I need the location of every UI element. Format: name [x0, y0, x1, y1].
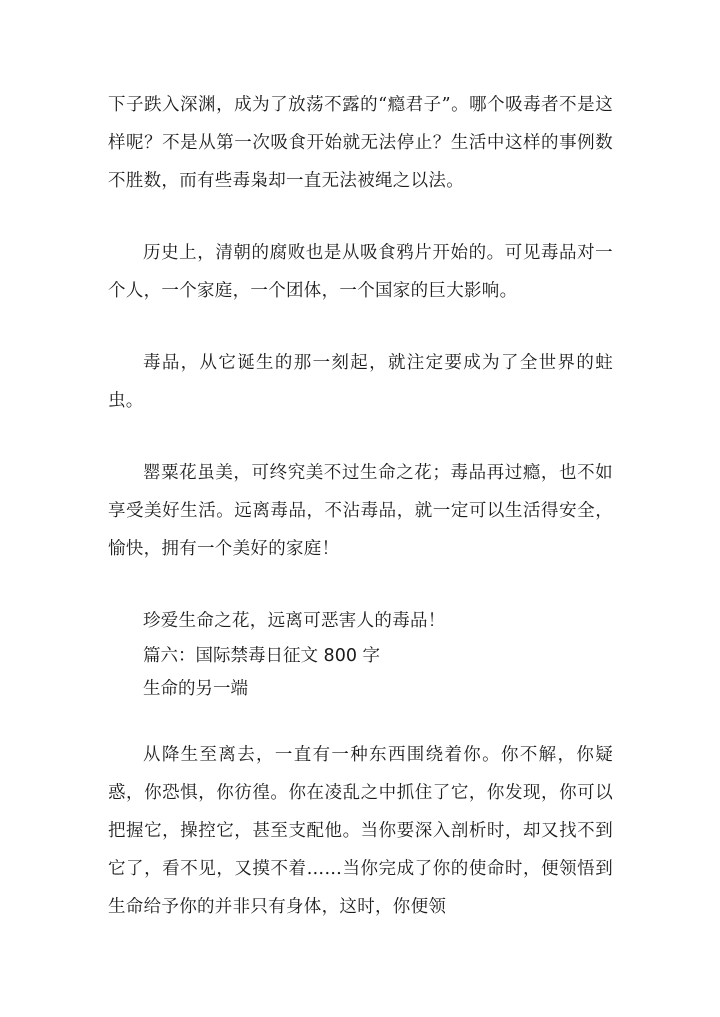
paragraph-continuation: 下子跌入深渊，成为了放荡不露的“瘾君子”。哪个吸毒者不是这样呢？不是从第一次吸食开始就无法停止？生活中这样的事例数不胜数，而有些毒枭却一直无法被绳之以法。 [108, 95, 613, 191]
paragraph-history: 历史上，清朝的腐败也是从吸食鸦片开始的。可见毒品对一个人，一个家庭，一个团体，一个国家的巨大影响。 [108, 243, 613, 301]
paragraph-cherish-life: 珍爱生命之花，远离可恶害人的毒品！ [143, 611, 446, 631]
paragraph-life-other-end: 从降生至离去，一直有一种东西围绕着你。你不解，你疑惑，你恐惧，你彷徨。你在凌乱之中抓住了它，你发现，你可以把握它，操控它，甚至支配他。当你要深入剖析时，却又找不到它了，看不见，又摸不着……当你完成了你的使命时，便领悟到生命给予你的并非只有身体，这时，你便领 [108, 745, 613, 917]
paragraph-poppy: 罂粟花虽美，可终究美不过生命之花；毒品再过瘾，也不如享受美好生活。远离毒品，不沾毒品，就一定可以生活得安全，愉快，拥有一个美好的家庭！ [108, 463, 613, 559]
section-heading: 篇六：国际禁毒日征文 800 字 [143, 646, 381, 666]
section-subtitle: 生命的另一端 [143, 679, 248, 699]
paragraph-drugs-pest: 毒品，从它诞生的那一刻起，就注定要成为了全世界的蛀虫。 [108, 353, 613, 411]
document-page [108, 86, 613, 926]
